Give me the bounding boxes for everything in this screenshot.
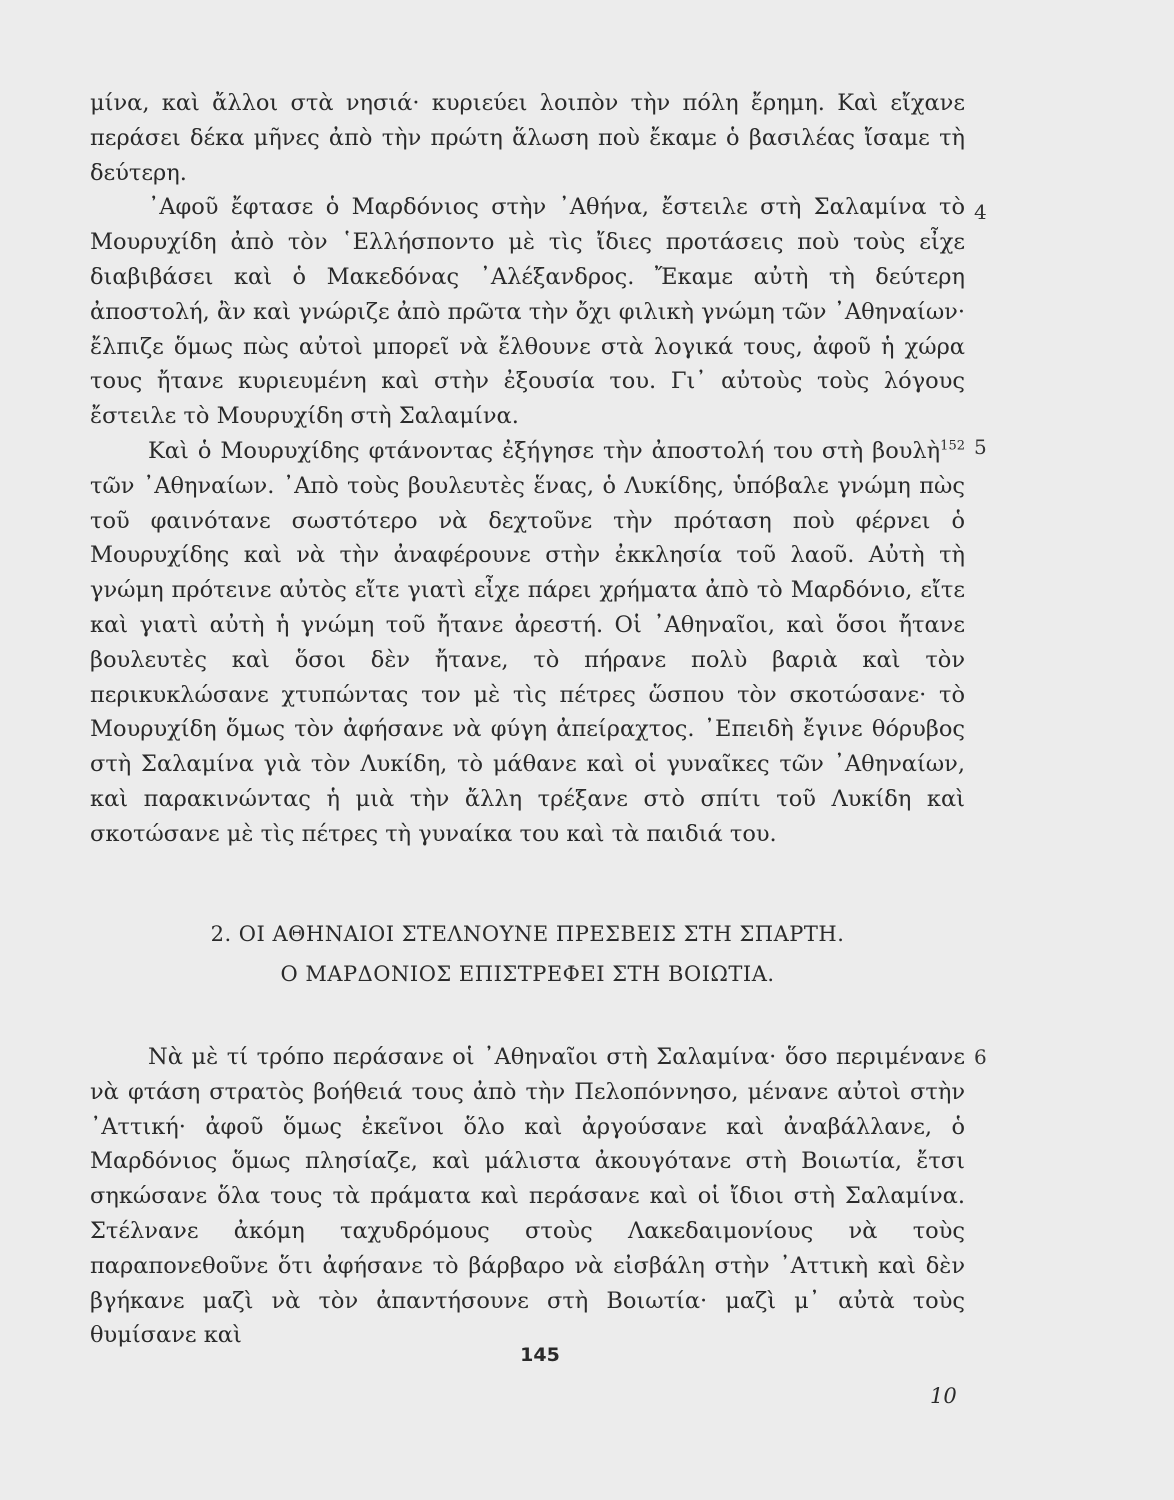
section-b-text xyxy=(90,1040,965,1353)
paragraph-5-rest: τῶν ᾿Αθηναίων. ᾿Απὸ τοὺς βουλευτὲς ἕνας, ὁ Λυκίδης, ὑπόβαλε γνώμη πὼς τοῦ φαινότανε σωστότερο νὰ δεχτοῦνε τὴν πρόταση ποὺ φέρνει ὁ Μουρυχίδης καὶ νὰ τὴν ἀναφέρουνε στὴν ἐκκλησία τοῦ λαοῦ. Αὐτὴ τὴ γνώμη πρότεινε αὐτὸς εἴτε γιατὶ εἶχε πάρει χρήματα ἀπὸ τὸ Μαρδόνιο, εἴτε καὶ γιατὶ αὐτὴ ἡ γνώμη τοῦ ἤτανε ἀρεστή. Οἱ ᾿Αθηναῖοι, καὶ ὅσοι ἤτανε βουλευτὲς καὶ ὅσοι δὲν ἤτανε, τὸ πήρανε πολὺ βαριὰ καὶ τὸν περικυκλώσανε χτυπώντας τον μὲ τὶς πέτρες ὥσπου τὸν σκοτώσανε· τὸ Μουρυχίδη ὅμως τὸν ἀφήσανε νὰ φύγη ἀπείραχτος. ᾿Επειδὴ ἔγινε θόρυβος στὴ Σαλαμίνα γιὰ τὸν Λυκίδη, τὸ μάθανε καὶ οἱ γυναῖκες τῶν ᾿Αθηναίων, καὶ παρακινώντας ἡ μιὰ τὴν ἄλλη τρέξανε στὸ σπίτι τοῦ Λυκίδη καὶ σκοτώσανε μὲ τὶς πέτρες τὴ γυναίκα του καὶ τὰ παιδιά του. xyxy=(90,472,965,847)
signature-mark: 10 xyxy=(930,1384,957,1408)
section-heading-line-2: Ο ΜΑΡΔΟΝΙΟΣ ΕΠΙΣΤΡΕΦΕΙ ΣΤΗ ΒΟΙΩΤΙΑ. xyxy=(280,962,775,986)
paragraph-5-start: Καὶ ὁ Μουρυχίδης φτάνοντας ἐξήγησε τὴν ἀποστολή του στὴ βουλὴ xyxy=(148,437,941,464)
section-heading-line-1: 2. ΟΙ ΑΘΗΝΑΙΟΙ ΣΤΕΛΝΟΥΝΕ ΠΡΕΣΒΕΙΣ ΣΤΗ ΣΠΑΡΤΗ. xyxy=(210,922,845,946)
footnote-ref-152: 152 xyxy=(940,438,965,454)
section-a-text xyxy=(90,86,965,852)
paragraph-6: Νὰ μὲ τί τρόπο περάσανε οἱ ᾿Αθηναῖοι στὴ Σαλαμίνα· ὅσο περιμένανε νὰ φτάση στρατὸς βοήθειά τους ἀπὸ τὴν Πελοπόννησο, μένανε αὐτοὶ στὴν ᾿Αττική· ἀφοῦ ὅμως ἐκεῖνοι ὅλο καὶ ἀργούσανε καὶ ἀναβάλλανε, ὁ Μαρδόνιος ὅμως πλησίαζε, καὶ μάλιστα ἀκουγότανε στὴ Βοιωτία, ἔτσι σηκώσανε ὅλα τους τὰ πράματα καὶ περάσανε καὶ οἱ ἴδιοι στὴ Σαλαμίνα. Στέλνανε ἀκόμη ταχυδρόμους στοὺς Λακεδαιμονίους νὰ τοὺς παραπονεθοῦνε ὅτι ἀφήσανε τὸ βάρβαρο νὰ εἰσβάλη στὴν ᾿Αττικὴ καὶ δὲν βγήκανε μαζὶ νὰ τὸν ἀπαντήσουνε στὴ Βοιωτία· μαζὶ μ᾿ αὐτὰ τοὺς θυμίσανε καὶ xyxy=(90,1044,965,1349)
margin-number-5: 5 xyxy=(974,435,987,459)
paragraph-continuation: μίνα, καὶ ἄλλοι στὰ νησιά· κυριεύει λοιπὸν τὴν πόλη ἔρημη. Καὶ εἴχανε περάσει δέκα μῆνες ἀπὸ τὴν πρώτη ἅλωση ποὺ ἔκαμε ὁ βασιλέας ἴσαμε τὴ δεύτερη. xyxy=(90,90,965,186)
margin-number-4: 4 xyxy=(974,200,987,224)
page-number: 145 xyxy=(520,1344,560,1366)
paragraph-5 xyxy=(90,434,965,852)
margin-number-6: 6 xyxy=(974,1045,987,1069)
paragraph-4: ᾿Αφοῦ ἔφτασε ὁ Μαρδόνιος στὴν ᾿Αθήνα, ἔστειλε στὴ Σαλαμίνα τὸ Μουρυχίδη ἀπὸ τὸν ῾Ελλήσποντο μὲ τὶς ἴδιες προτάσεις ποὺ τοὺς εἶχε διαβιβάσει καὶ ὁ Μακεδόνας ᾿Αλέξανδρος. Ἔκαμε αὐτὴ τὴ δεύτερη ἀποστολή, ἂν καὶ γνώριζε ἀπὸ πρῶτα τὴν ὄχι φιλικὴ γνώμη τῶν ᾿Αθηναίων· ἔλπιζε ὅμως πὼς αὐτοὶ μπορεῖ νὰ ἔλθουνε στὰ λογικά τους, ἀφοῦ ἡ χώρα τους ἤτανε κυριευμένη καὶ στὴν ἐξουσία του. Γι᾿ αὐτοὺς τοὺς λόγους ἔστειλε τὸ Μουρυχίδη στὴ Σαλαμίνα. xyxy=(90,194,965,430)
